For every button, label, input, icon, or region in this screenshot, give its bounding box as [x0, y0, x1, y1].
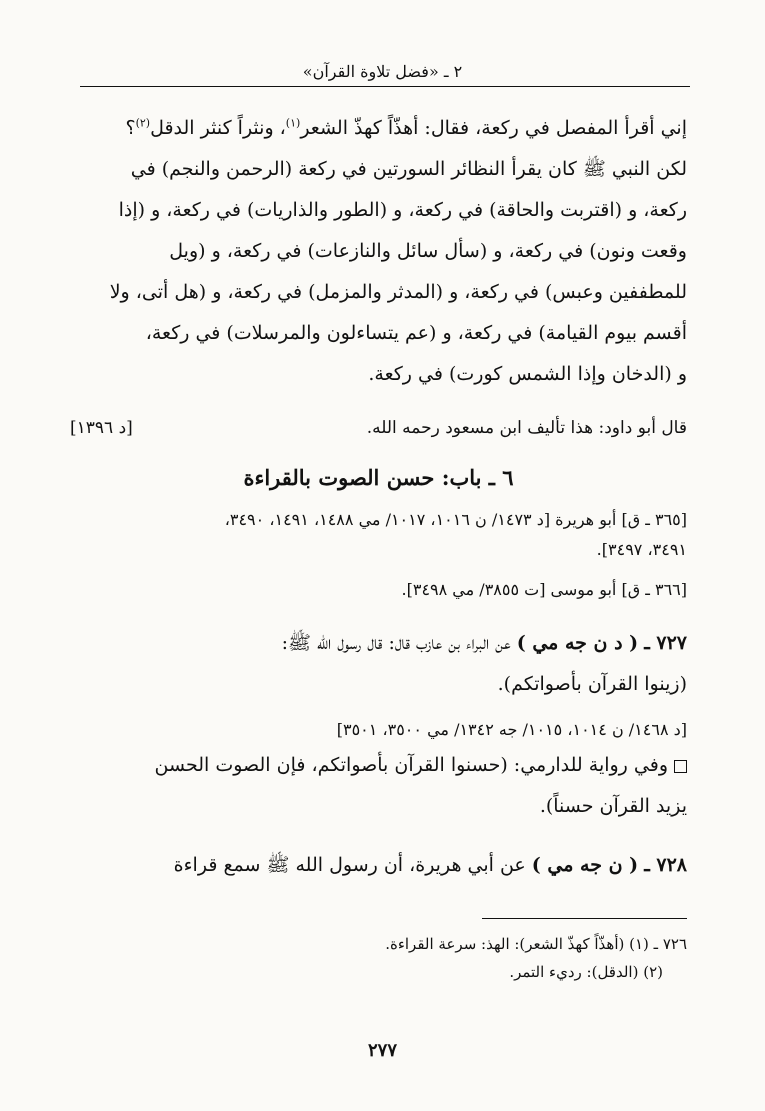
- chapter-heading: ٦ ـ باب: حسن الصوت بالقراءة: [243, 465, 514, 490]
- footnote-1: ٧٢٦ ـ (١) (أهذّاً كهذّ الشعر): الهذ: سرعة القراءة.: [385, 935, 687, 953]
- intro-line-4: وقعت ونون) في ركعة، و (سأل سائل والنازعات) في ركعة، و (ويل: [169, 240, 687, 262]
- running-header: ٢ ـ «فضل تلاوة القرآن»: [302, 62, 463, 81]
- abu-dawud-note: [70, 413, 687, 443]
- footnote-rule: [482, 918, 687, 919]
- intro-line-6: أقسم بيوم القيامة) في ركعة، و (عم يتساءلون والمرسلات) في ركعة،: [145, 322, 687, 344]
- intro-line-5: للمطففين وعبس) في ركعة، و (المدثر والمزمل) في ركعة، و (هل أتى، ولا: [109, 281, 687, 303]
- hadith-728: ٧٢٨ ـ ( ن جه مي ) عن أبي هريرة، أن رسول الله ﷺ سمع قراءة: [173, 854, 687, 876]
- intro-line-7: و (الدخان وإذا الشمس كورت) في ركعة.: [368, 363, 687, 385]
- abu-dawud-text: قال أبو داود: هذا تأليف ابن مسعود رحمه الله.: [366, 418, 687, 438]
- hadith-727-ref: [د ١٤٦٨/ ن ١٠١٤، ١٠١٥/ جه ١٣٤٢/ مي ٣٥٠٠، ٣٥٠١]: [336, 720, 687, 739]
- abu-dawud-ref: [د ١٣٩٦]: [70, 418, 133, 438]
- hadith-727-variant: وفي رواية للدارمي: (حسنوا القرآن بأصواتكم، فإن الصوت الحسن يزيد القرآن حسناً).: [154, 754, 687, 817]
- intro-line-1: إني أقرأ المفصل في ركعة، فقال: أهذّاً كهذّ الشعر$^{(١)}$، ونثراً كنثر الدقل$^{(٢)}$؟: [125, 116, 687, 139]
- chapter-ref-2: [٣٦٦ ـ ق] أبو موسى [ت ٣٨٥٥/ مي ٣٤٩٨].: [401, 580, 687, 599]
- intro-line-3: ركعة، و (اقتربت والحاقة) في ركعة، و (الطور والذاريات) في ركعة، و (إذا: [118, 199, 687, 221]
- footnote-2: (٢) (الدقل): رديء التمر.: [509, 963, 663, 981]
- header-rule: [80, 86, 690, 87]
- hadith-728-number: ٧٢٨ ـ: [644, 854, 687, 876]
- intro-paragraph: [70, 108, 687, 395]
- footnote-mark-1: (١): [285, 116, 301, 130]
- square-bullet-icon: [674, 760, 687, 773]
- hadith-728-sources: ( ن جه مي ): [531, 854, 639, 876]
- hadith-727-sources: ( د ن جه مي ): [516, 632, 639, 654]
- hadith-727-text: (زينوا القرآن بأصواتكم).: [497, 673, 687, 695]
- intro-line-2: لكن النبي ﷺ كان يقرأ النظائر السورتين في ركعة (الرحمن والنجم) في: [130, 158, 687, 180]
- footnote-mark-2: (٢): [135, 116, 151, 130]
- footnotes: [200, 930, 687, 986]
- chapter-ref-1: [٣٦٥ ـ ق] أبو هريرة [د ١٤٧٣/ ن ١٠١٦، ١٠١٧/ مي ١٤٨٨، ١٤٩١، ٣٤٩٠، ٣٤٩١، ٣٤٩٧].: [224, 510, 687, 559]
- hadith-727-number: ٧٢٧ ـ: [644, 632, 687, 654]
- page-number: ٢٧٧: [367, 1040, 397, 1061]
- hadith-727: ٧٢٧ ـ ( د ن جه مي ) عن البراء بن عازب قال: قال رسول الله ﷺ: (زينوا القرآن بأصواتكم).: [70, 623, 687, 705]
- page-body: [70, 108, 687, 886]
